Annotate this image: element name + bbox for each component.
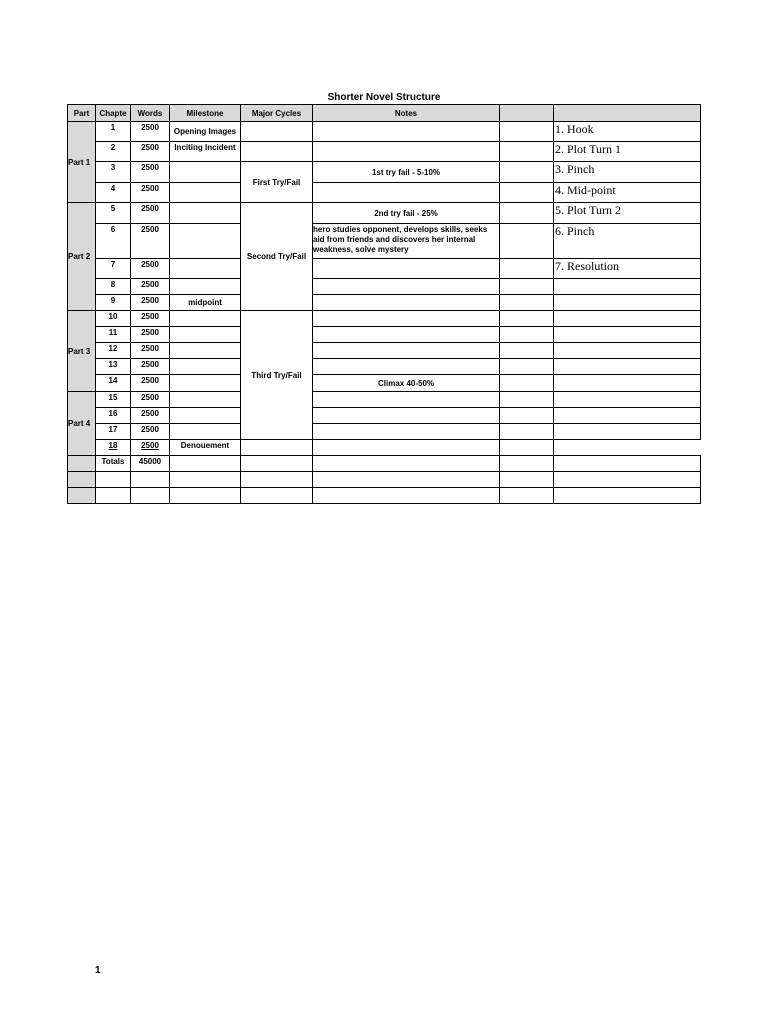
chapter-cell: 2 — [96, 142, 131, 162]
table-row — [68, 392, 701, 408]
blank-cell — [500, 162, 554, 183]
table-row — [68, 224, 701, 259]
blank-cell — [500, 424, 554, 440]
empty-cell — [500, 488, 554, 504]
words-cell: 2500 — [131, 375, 170, 392]
notes-cell — [313, 259, 500, 279]
plot-point-cell — [554, 359, 701, 375]
notes-cell — [313, 183, 500, 203]
plot-point-cell — [554, 392, 701, 408]
notes-cell — [313, 408, 500, 424]
notes-cell — [241, 440, 313, 456]
part-1-cell: Part 1 — [68, 122, 96, 203]
blank-cell — [500, 327, 554, 343]
cycle-cell-empty — [241, 122, 313, 142]
chapter-cell: 13 — [96, 359, 131, 375]
header-blank-2 — [554, 105, 701, 122]
empty-cell — [554, 488, 701, 504]
notes-cell — [313, 279, 500, 295]
empty-cell — [313, 456, 500, 472]
words-cell: 2500 — [131, 203, 170, 224]
milestone-cell — [170, 424, 241, 440]
blank-cell — [313, 440, 500, 456]
plot-point-cell — [554, 375, 701, 392]
totals-words: 45000 — [131, 456, 170, 472]
blank-cell — [500, 142, 554, 162]
plot-point-cell — [554, 343, 701, 359]
words-cell: 2500 — [131, 408, 170, 424]
blank-cell — [500, 224, 554, 259]
structure-table — [67, 104, 701, 504]
part-cell-empty — [68, 488, 96, 504]
empty-cell — [554, 472, 701, 488]
blank-cell — [500, 122, 554, 142]
header-words: Words — [131, 105, 170, 122]
empty-cell — [131, 472, 170, 488]
table-row — [68, 162, 701, 183]
plot-point-cell: 3. Pinch — [554, 162, 701, 183]
chapter-cell: 8 — [96, 279, 131, 295]
milestone-cell — [170, 224, 241, 259]
notes-cell: 1st try fail - 5-10% — [313, 162, 500, 183]
words-cell: 2500 — [131, 259, 170, 279]
empty-cell — [500, 472, 554, 488]
chapter-cell: 1 — [96, 122, 131, 142]
empty-cell — [96, 488, 131, 504]
milestone-cell — [170, 408, 241, 424]
empty-cell — [96, 472, 131, 488]
table-row — [68, 122, 701, 142]
totals-label: Totals — [96, 456, 131, 472]
chapter-cell: 17 — [96, 424, 131, 440]
plot-point-cell: 4. Mid-point — [554, 183, 701, 203]
empty-cell — [241, 456, 313, 472]
blank-cell — [500, 311, 554, 327]
blank-cell — [500, 203, 554, 224]
part-cell-empty — [68, 472, 96, 488]
table-row — [68, 440, 701, 456]
notes-cell — [313, 343, 500, 359]
notes-cell — [313, 392, 500, 408]
words-cell: 2500 — [131, 424, 170, 440]
empty-cell — [554, 456, 701, 472]
empty-cell — [500, 456, 554, 472]
chapter-cell: 3 — [96, 162, 131, 183]
plot-point-cell — [554, 327, 701, 343]
milestone-cell — [170, 375, 241, 392]
cycle-second-try-fail: Second Try/Fail — [241, 203, 313, 311]
table-row — [68, 343, 701, 359]
chapter-cell: 6 — [96, 224, 131, 259]
blank-cell — [500, 295, 554, 311]
blank-cell — [500, 343, 554, 359]
header-notes: Notes — [313, 105, 500, 122]
milestone-cell: Opening Images — [170, 122, 241, 142]
header-blank-1 — [500, 105, 554, 122]
milestone-cell: Denouement — [170, 440, 241, 456]
milestone-cell — [170, 203, 241, 224]
blank-cell — [500, 259, 554, 279]
header-part: Part — [68, 105, 96, 122]
page-number: 1 — [95, 965, 101, 976]
notes-cell: Climax 40-50% — [313, 375, 500, 392]
milestone-cell — [170, 359, 241, 375]
table-row — [68, 259, 701, 279]
chapter-cell: 16 — [96, 408, 131, 424]
table-row — [68, 311, 701, 327]
notes-cell — [313, 424, 500, 440]
blank-cell — [500, 375, 554, 392]
table-row — [68, 142, 701, 162]
table-row — [68, 183, 701, 203]
header-chapter: Chapte — [96, 105, 131, 122]
milestone-cell — [170, 259, 241, 279]
chapter-cell: 7 — [96, 259, 131, 279]
plot-point-cell — [554, 311, 701, 327]
table-row — [68, 203, 701, 224]
notes-cell — [313, 122, 500, 142]
chapter-cell: 15 — [96, 392, 131, 408]
table-row — [68, 327, 701, 343]
chapter-cell: 12 — [96, 343, 131, 359]
chapter-cell: 14 — [96, 375, 131, 392]
plot-point-cell — [554, 279, 701, 295]
table-row — [68, 359, 701, 375]
chapter-cell: 11 — [96, 327, 131, 343]
milestone-cell — [170, 311, 241, 327]
table-row — [68, 279, 701, 295]
part-2-cell: Part 2 — [68, 203, 96, 311]
chapter-cell: 5 — [96, 203, 131, 224]
plot-point-cell — [500, 440, 554, 456]
chapter-cell: 10 — [96, 311, 131, 327]
words-cell: 2500 — [131, 359, 170, 375]
notes-cell — [313, 311, 500, 327]
milestone-cell — [170, 392, 241, 408]
milestone-cell — [170, 279, 241, 295]
words-cell: 2500 — [131, 162, 170, 183]
empty-row — [68, 472, 701, 488]
empty-cell — [241, 472, 313, 488]
cycle-cell-empty — [241, 142, 313, 162]
header-milestone: Milestone — [170, 105, 241, 122]
empty-cell — [170, 488, 241, 504]
table-row — [68, 295, 701, 311]
part-cell-empty — [68, 456, 96, 472]
words-cell: 2500 — [131, 142, 170, 162]
part-4-cell: Part 4 — [68, 392, 96, 456]
milestone-cell — [170, 162, 241, 183]
chapter-cell: 9 — [96, 295, 131, 311]
notes-cell: 2nd try fail - 25% — [313, 203, 500, 224]
empty-cell — [170, 456, 241, 472]
page-title: Shorter Novel Structure — [327, 92, 441, 103]
plot-point-cell — [554, 424, 701, 440]
blank-cell — [500, 359, 554, 375]
empty-cell — [313, 472, 500, 488]
notes-cell: hero studies opponent, develops skills, seeks aid from friends and discovers her internal weakness, solve mystery — [313, 224, 500, 259]
table-row — [68, 375, 701, 392]
blank-cell — [500, 408, 554, 424]
blank-cell — [500, 183, 554, 203]
notes-cell — [313, 359, 500, 375]
words-cell: 2500 — [131, 311, 170, 327]
empty-row — [68, 488, 701, 504]
plot-point-cell — [554, 295, 701, 311]
empty-cell — [170, 472, 241, 488]
milestone-cell — [170, 343, 241, 359]
words-cell: 2500 — [131, 392, 170, 408]
words-cell: 2500 — [131, 343, 170, 359]
plot-point-cell: 1. Hook — [554, 122, 701, 142]
empty-cell — [241, 488, 313, 504]
empty-cell — [131, 488, 170, 504]
milestone-cell: midpoint — [170, 295, 241, 311]
words-cell: 2500 — [131, 327, 170, 343]
empty-cell — [313, 488, 500, 504]
plot-point-cell: 7. Resolution — [554, 259, 701, 279]
words-cell: 2500 — [131, 224, 170, 259]
plot-point-cell: 5. Plot Turn 2 — [554, 203, 701, 224]
chapter-cell: 4 — [96, 183, 131, 203]
part-3-cell: Part 3 — [68, 311, 96, 392]
blank-cell — [500, 392, 554, 408]
plot-point-cell — [554, 408, 701, 424]
milestone-cell — [170, 327, 241, 343]
blank-cell — [500, 279, 554, 295]
table-row — [68, 408, 701, 424]
header-row — [68, 105, 701, 122]
cycle-third-try-fail: Third Try/Fail — [241, 311, 313, 440]
milestone-cell — [170, 183, 241, 203]
totals-row — [68, 456, 701, 472]
chapter-cell: 18 — [96, 440, 131, 456]
cycle-first-try-fail: First Try/Fail — [241, 162, 313, 203]
notes-cell — [313, 295, 500, 311]
words-cell: 2500 — [131, 183, 170, 203]
words-cell: 2500 — [131, 295, 170, 311]
plot-point-cell: 2. Plot Turn 1 — [554, 142, 701, 162]
words-cell: 2500 — [131, 440, 170, 456]
notes-cell — [313, 142, 500, 162]
notes-cell — [313, 327, 500, 343]
words-cell: 2500 — [131, 279, 170, 295]
words-cell: 2500 — [131, 122, 170, 142]
milestone-cell: Inciting Incident — [170, 142, 241, 162]
table-row — [68, 424, 701, 440]
plot-point-cell: 6. Pinch — [554, 224, 701, 259]
header-major-cycles: Major Cycles — [241, 105, 313, 122]
